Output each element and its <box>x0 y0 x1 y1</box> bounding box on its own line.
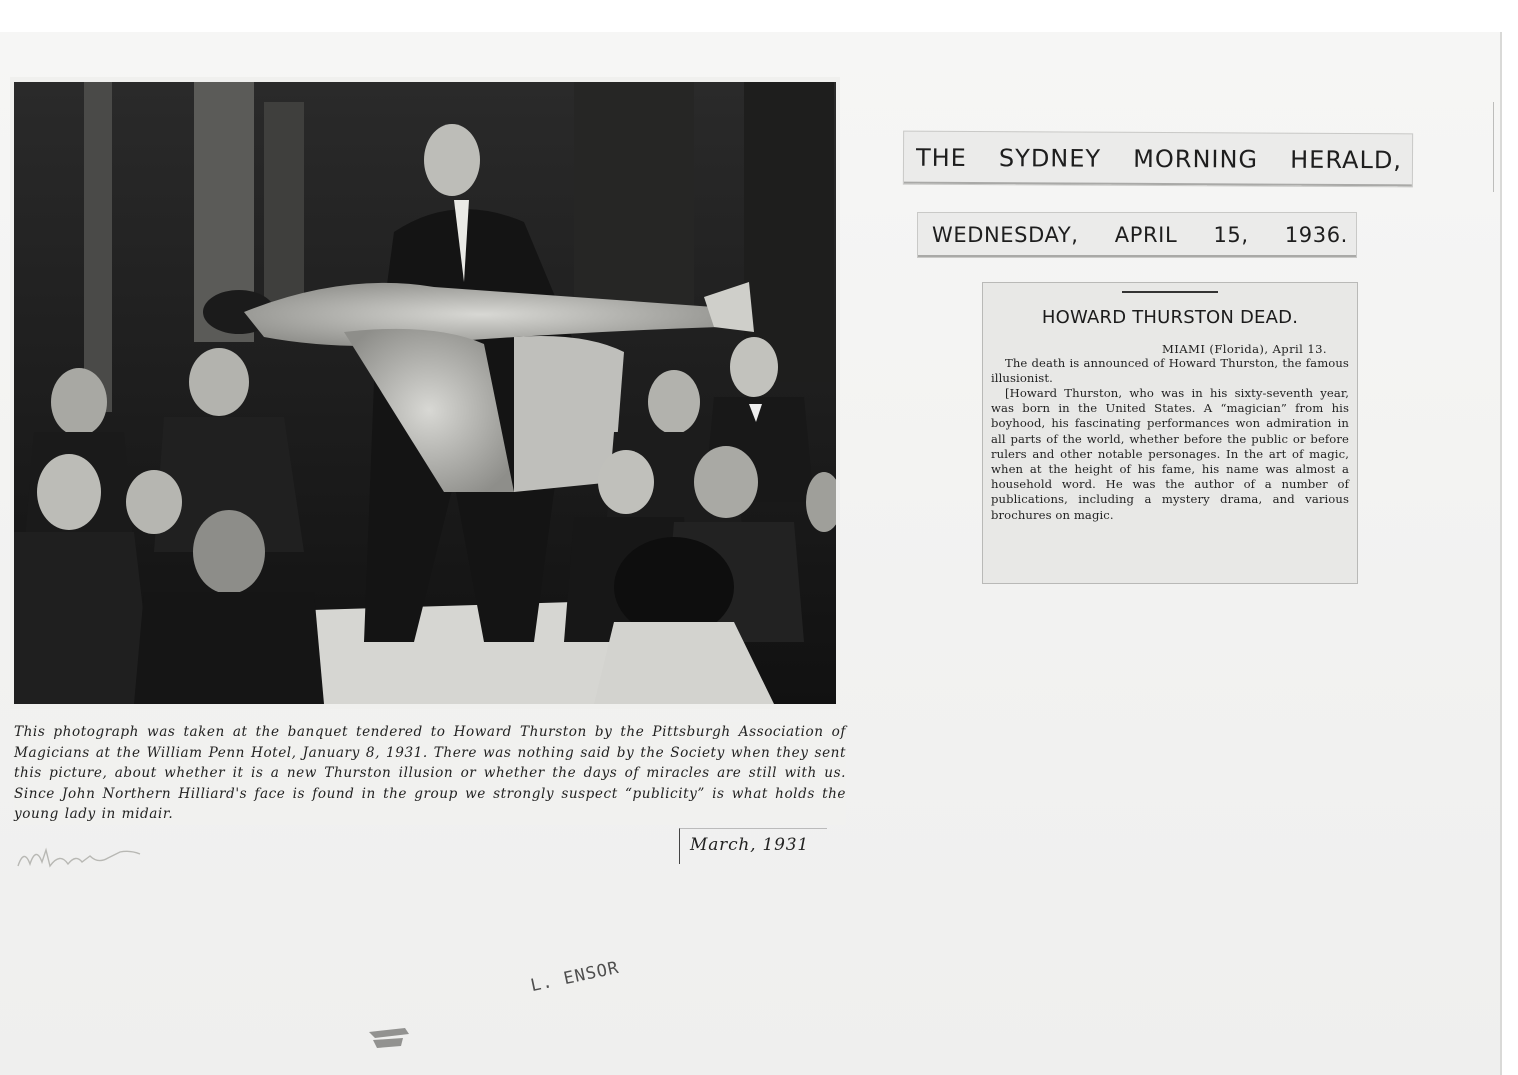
handwritten-signature <box>12 838 144 874</box>
ownership-stamp: L. ENSOR <box>528 957 621 997</box>
date-word: APRIL <box>1114 223 1178 247</box>
photo-clipping <box>10 77 840 709</box>
masthead-word: HERALD, <box>1290 145 1403 175</box>
scrapbook-page <box>0 32 1502 1075</box>
article-paragraph: The death is announced of Howard Thurston, the famous illusionist. <box>991 355 1349 385</box>
headline-rule <box>1122 291 1218 293</box>
article-headline: HOWARD THURSTON DEAD. <box>1041 306 1299 328</box>
ink-smudge <box>365 1022 415 1052</box>
photo-caption: This photograph was taken at the banquet tendered to Howard Thurston by the Pittsburgh Association of Magicians at the William Penn Hotel, January 8, 1931. There was nothing said by the Society when they sent this picture, about whether it is a new Thurston illusion or whether the days of miracles are still with us. Since John Northern Hilliard's face is found in the group we strongly suspect “publicity” is what holds the young lady in midair. <box>14 722 846 825</box>
article-body <box>991 356 1349 523</box>
article-paragraph: [Howard Thurston, who was in his sixty-seventh year, was born in the United States. A “magician” from his boyhood, his fascinating performances won admiration in all parts of the world, whether before the public or before rulers and other notable personages. In the art of magic, when at the height of his fame, his name was almost a household word. He was the author of a number of publications, including a mystery drama, and various brochures on magic. <box>991 385 1349 522</box>
article-clipping <box>982 282 1358 584</box>
masthead-word: THE <box>915 143 967 172</box>
newspaper-masthead <box>903 131 1413 188</box>
banquet-photograph <box>14 82 836 704</box>
caption-date: March, 1931 <box>679 828 827 864</box>
masthead-word: MORNING <box>1133 144 1259 174</box>
article-dateline: MIAMI (Florida), April 13. <box>1162 341 1327 356</box>
date-word: WEDNESDAY, <box>932 223 1079 247</box>
masthead-word: SYDNEY <box>998 144 1102 173</box>
date-word: 15, <box>1213 223 1249 247</box>
date-word: 1936. <box>1284 223 1348 247</box>
newspaper-date <box>917 212 1357 258</box>
